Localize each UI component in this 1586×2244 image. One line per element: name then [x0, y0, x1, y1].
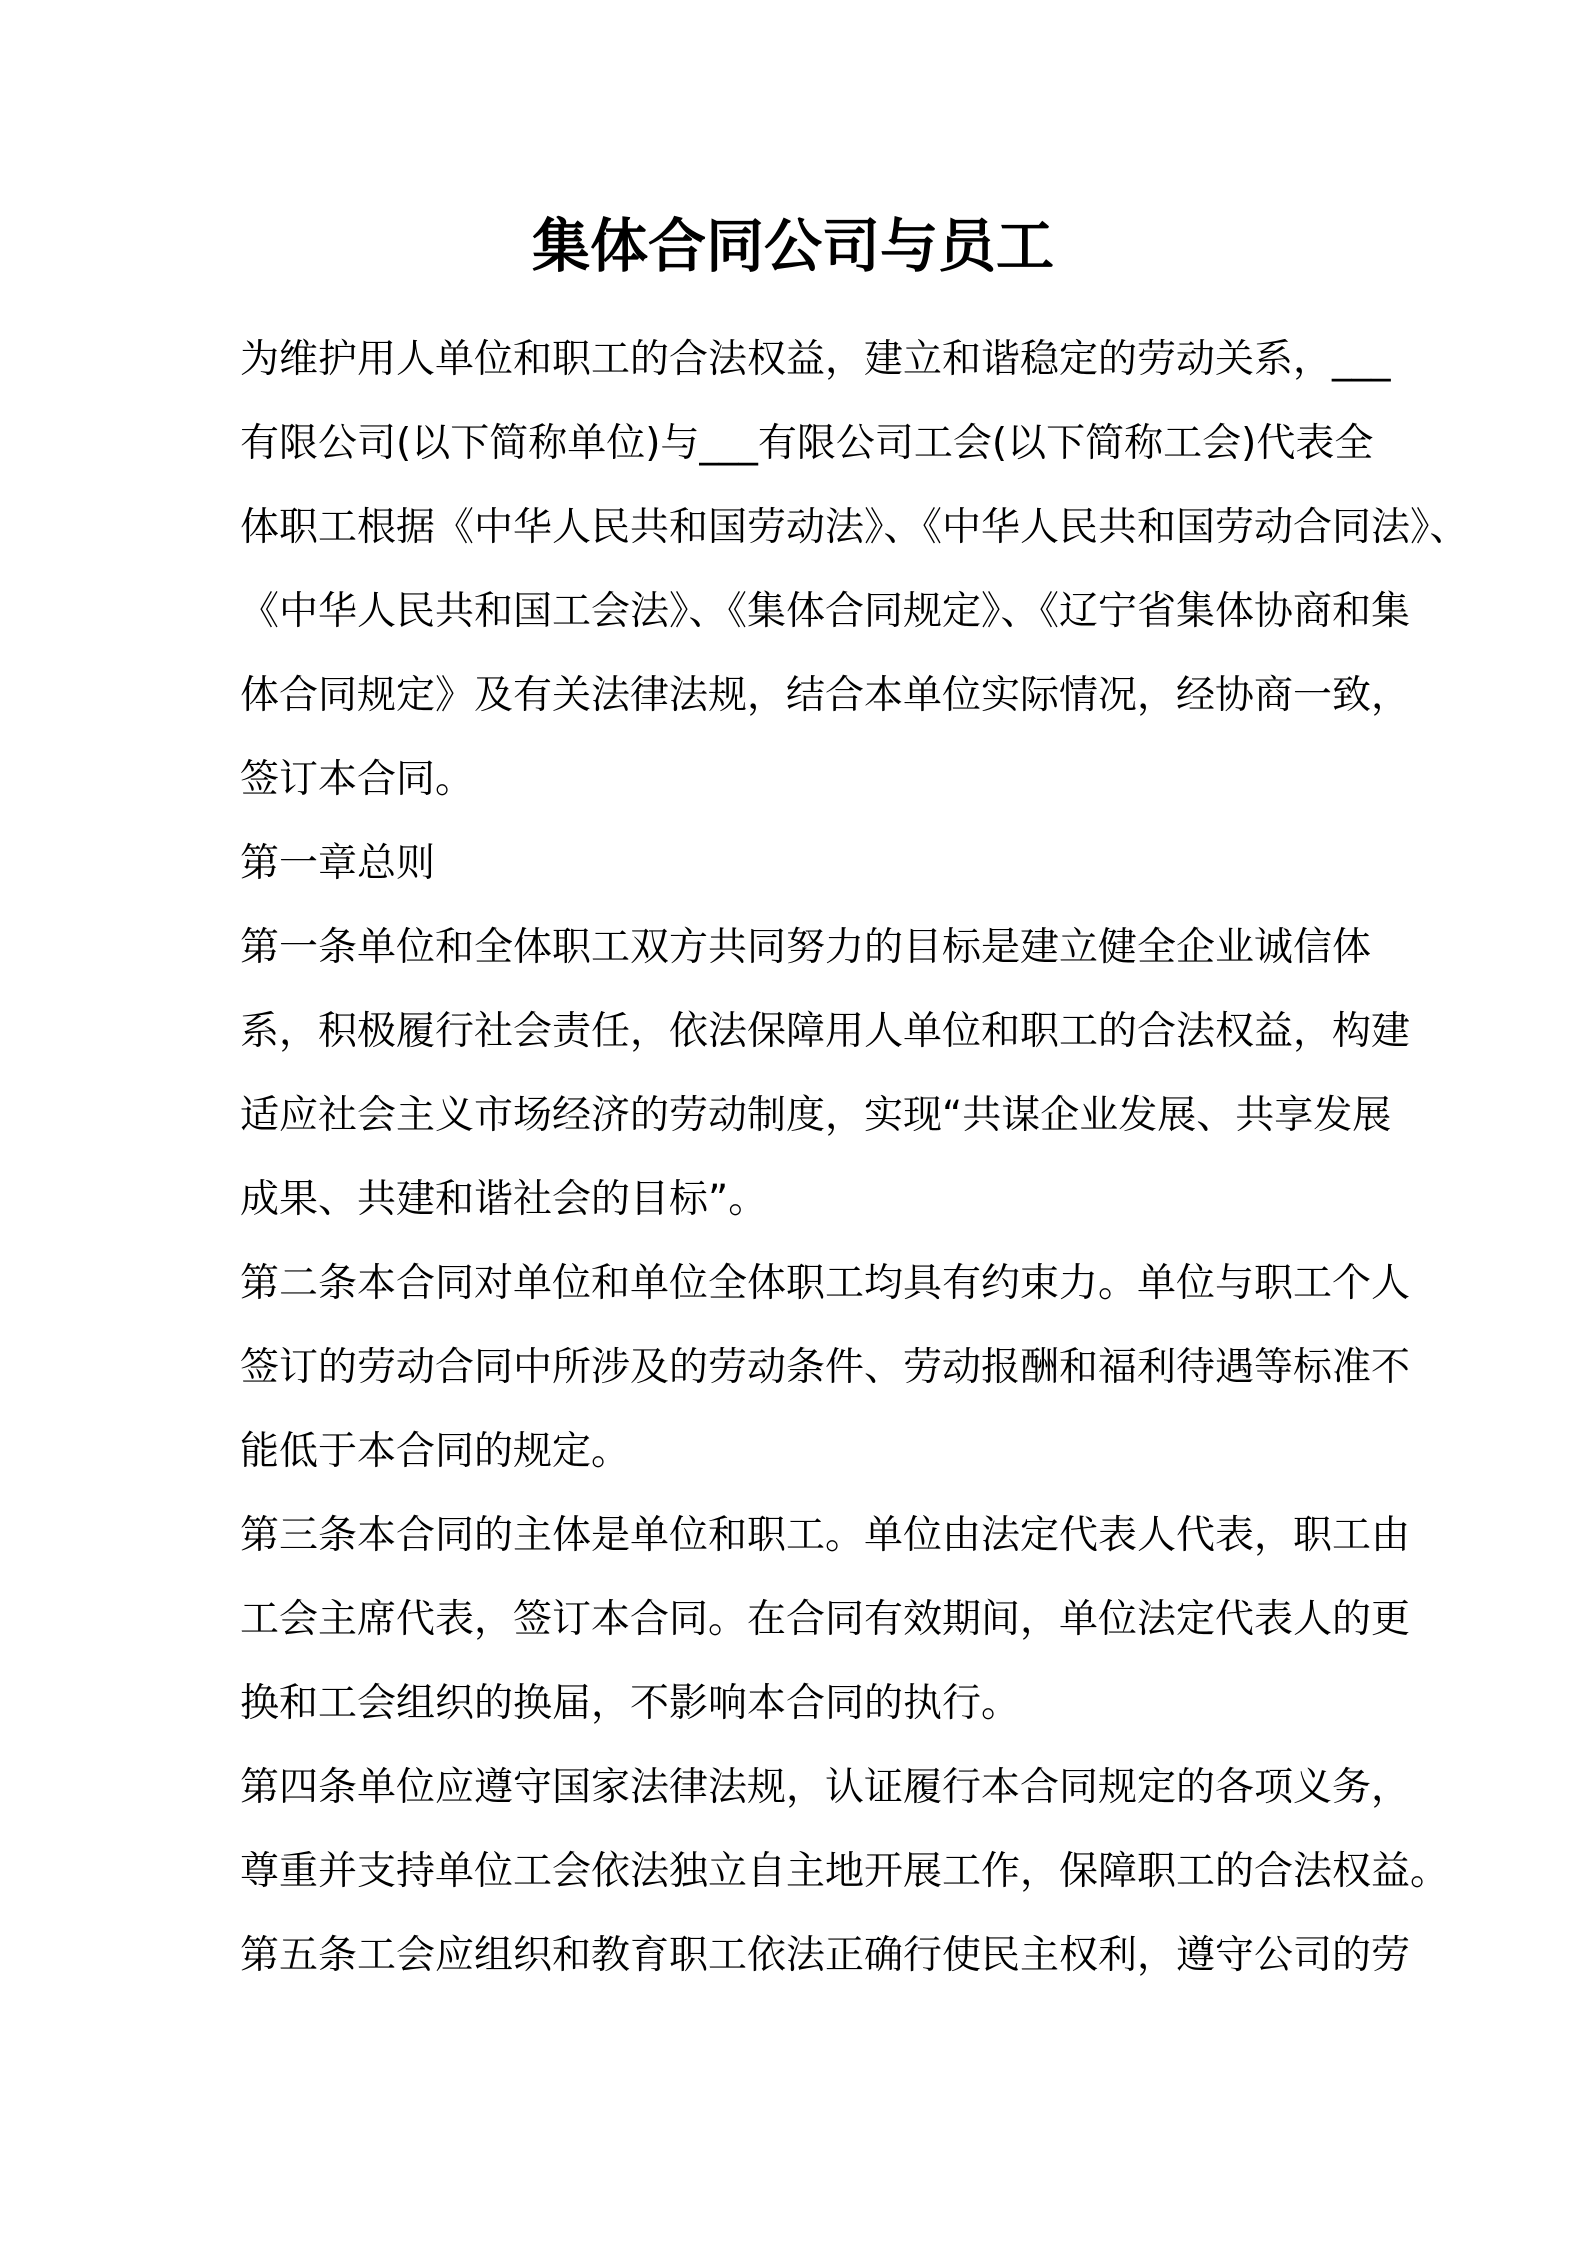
text-line: 尊重并支持单位工会依法独立自主地开展工作，保障职工的合法权益。	[240, 1849, 1450, 1894]
text-line: 第五条工会应组织和教育职工依法正确行使民主权利，遵守公司的劳	[240, 1933, 1411, 1978]
text-line: 体职工根据《中华人民共和国劳动法》、《中华人民共和国劳动合同法》、	[240, 505, 1469, 550]
text-line: 系，积极履行社会责任，依法保障用人单位和职工的合法权益，构建	[240, 1009, 1411, 1054]
text-line: 为维护用人单位和职工的合法权益，建立和谐稳定的劳动关系，___	[240, 337, 1391, 382]
text-line: 第二条本合同对单位和单位全体职工均具有约束力。单位与职工个人	[240, 1261, 1411, 1306]
text-line: 成果、共建和谐社会的目标”。	[240, 1177, 768, 1222]
text-line: 体合同规定》及有关法律法规，结合本单位实际情况，经协商一致，	[240, 673, 1411, 718]
text-line: 第四条单位应遵守国家法律法规，认证履行本合同规定的各项义务，	[240, 1765, 1411, 1810]
text-line: 换和工会组织的换届，不影响本合同的执行。	[240, 1681, 1021, 1726]
text-line: 能低于本合同的规定。	[240, 1429, 631, 1474]
text-line: 第一条单位和全体职工双方共同努力的目标是建立健全企业诚信体	[240, 925, 1372, 970]
document-body	[240, 318, 1469, 1998]
text-line: 签订的劳动合同中所涉及的劳动条件、劳动报酬和福利待遇等标准不	[240, 1345, 1411, 1390]
text-line: 有限公司(以下简称单位)与___有限公司工会(以下简称工会)代表全	[240, 421, 1374, 466]
text-line: 工会主席代表，签订本合同。在合同有效期间，单位法定代表人的更	[240, 1597, 1411, 1642]
text-line: 第三条本合同的主体是单位和职工。单位由法定代表人代表，职工由	[240, 1513, 1411, 1558]
text-line: 签订本合同。	[240, 757, 475, 802]
document-title: 集体合同公司与员工	[531, 212, 1054, 280]
text-line: 适应社会主义市场经济的劳动制度，实现“共谋企业发展、共享发展	[240, 1093, 1392, 1138]
text-line: 《中华人民共和国工会法》、《集体合同规定》、《辽宁省集体协商和集	[240, 589, 1411, 634]
chapter-heading: 第一章总则	[240, 841, 436, 886]
